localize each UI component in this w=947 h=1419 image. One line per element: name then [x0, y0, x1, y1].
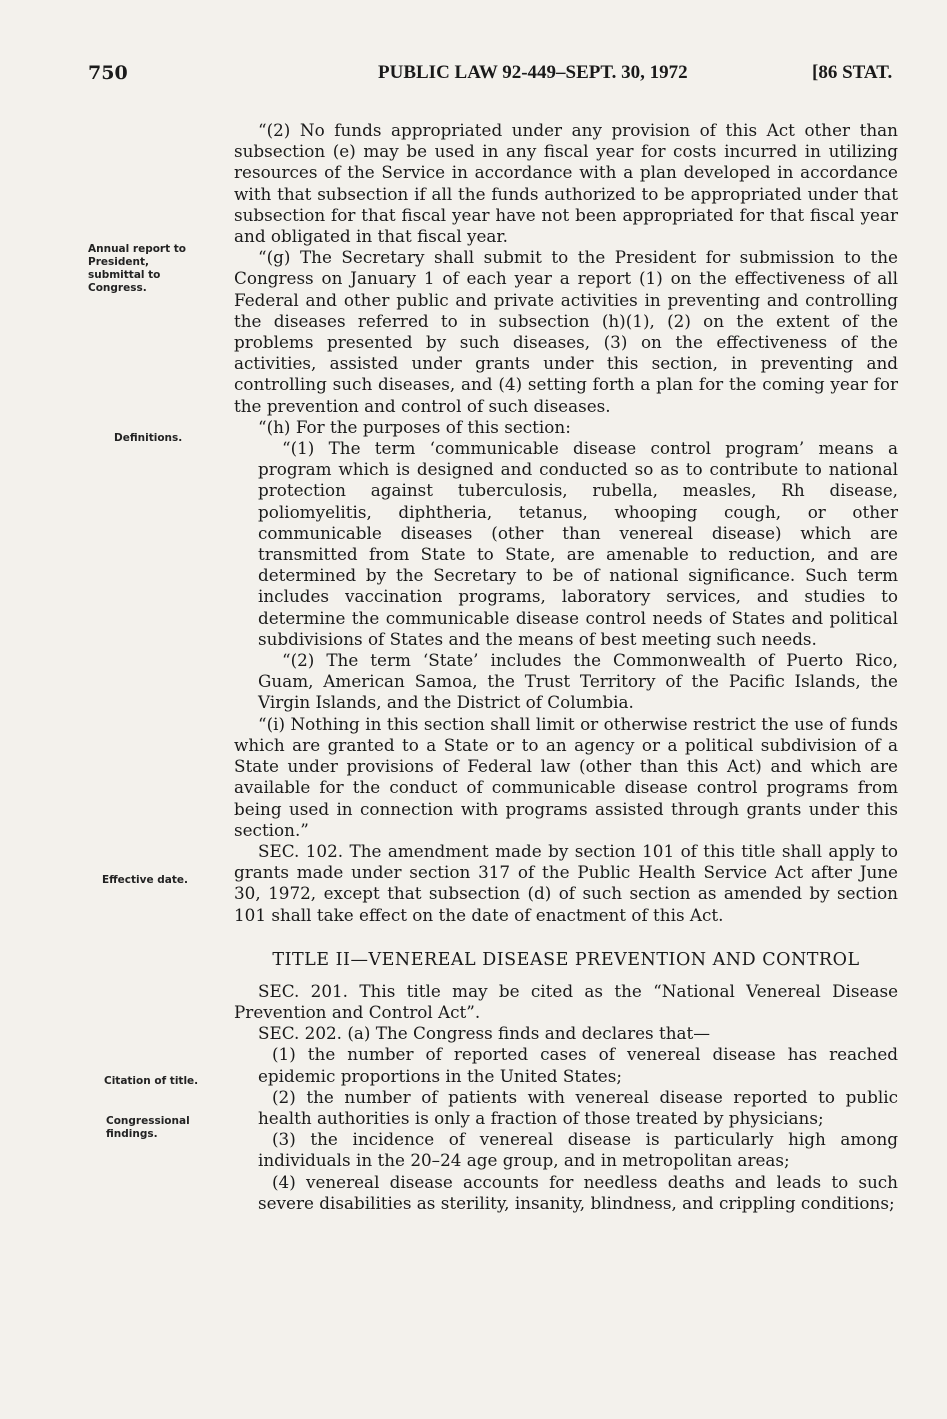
finding-4: (4) venereal disease accounts for needless deaths and leads to such severe disabilities as sterility, insanity, blindness, and crippling conditions; — [258, 1171, 898, 1213]
page-number: 750 — [88, 62, 128, 84]
margin-note-citation-of-title: Citation of title. — [104, 1075, 199, 1087]
running-head: PUBLIC LAW 92-449–SEPT. 30, 1972 — [378, 62, 688, 83]
margin-note-congressional-findings: Congressional findings. — [106, 1115, 190, 1140]
margin-note-definitions: Definitions. — [114, 432, 183, 444]
margin-note-effective-date: Effective date. — [102, 874, 188, 886]
title-heading: TITLE II—VENEREAL DISEASE PREVENTION AND CONTROL — [272, 949, 860, 970]
section-102: SEC. 102. The amendment made by section 101 of this title shall apply to grants made under section 317 of the Public Health Service Act after June 30, 1972, except that subsection (d) of such section as amended by section 101 shall take effect on the date of enactment of this Act. — [234, 840, 898, 925]
paragraph-f2: “(2) No funds appropriated under any provision of this Act other than subsection (e) may be used in any fiscal year for costs incurred in utilizing resources of the Service in accordance with a plan developed in accordance with that subsection if all the funds authorized to be appropriated under that subsection for that fiscal year have not been appropriated for that fiscal year and obligated in that fiscal year. — [234, 120, 898, 247]
paragraph-h: “(h) For the purposes of this section: — [258, 416, 571, 437]
paragraph-h2: “(2) The term ‘State’ includes the Commonwealth of Puerto Rico, Guam, American Samoa, the Trust Territory of the Pacific Islands, the Virgin Islands, and the District of Columbia. — [258, 650, 898, 713]
paragraph-i: “(i) Nothing in this section shall limit or otherwise restrict the use of funds which are granted to a State or to an agency or a political subdivision of a State under provisions of Federal law (other than this Act) and which are available for the conduct of communicable disease control programs from being used in connection with programs assisted through grants under this section.” — [234, 713, 898, 840]
body-text — [234, 120, 898, 1214]
section-201: SEC. 201. This title may be cited as the “National Venereal Disease Prevention and Control Act”. — [234, 980, 898, 1022]
finding-2: (2) the number of patients with venereal disease reported to public health authorities is only a fraction of those treated by physicians; — [258, 1086, 898, 1128]
section-202: SEC. 202. (a) The Congress finds and declares that— — [258, 1023, 711, 1044]
margin-note-annual-report: Annual report to President, submittal to Congress. — [88, 243, 187, 294]
paragraph-g: “(g) The Secretary shall submit to the President for submission to the Congress on January 1 of each year a report (1) on the effectiveness of all Federal and other public and private activities in preventing and controlling the diseases referred to in subsection (h)(1), (2) on the extent of the problems presented by such diseases, (3) on the effectiveness of the activities, assisted under grants under this section, in preventing and controlling such diseases, and (4) setting forth a plan for the coming year for the prevention and control of such diseases. — [234, 247, 898, 416]
paragraph-h1: “(1) The term ‘communicable disease control program’ means a program which is designed and conducted so as to contribute to national protection against tuberculosis, rubella, measles, Rh disease, poliomyelitis, diphtheria, tetanus, whooping cough, or other communicable diseases (other than venereal disease) which are transmitted from State to State, are amenable to reduction, and are determined by the Secretary to be of national significance. Such term includes vaccination programs, laboratory services, and studies to determine the communicable disease control needs of States and political subdivisions of States and the means of best meeting such needs. — [258, 438, 898, 649]
volume-statute: [86 STAT. — [812, 62, 893, 83]
finding-3: (3) the incidence of venereal disease is particularly high among individuals in the 20–24 age group, and in metropolitan areas; — [258, 1129, 898, 1171]
page-header — [0, 62, 947, 92]
finding-1: (1) the number of reported cases of venereal disease has reached epidemic proportions in the United States; — [258, 1044, 898, 1086]
